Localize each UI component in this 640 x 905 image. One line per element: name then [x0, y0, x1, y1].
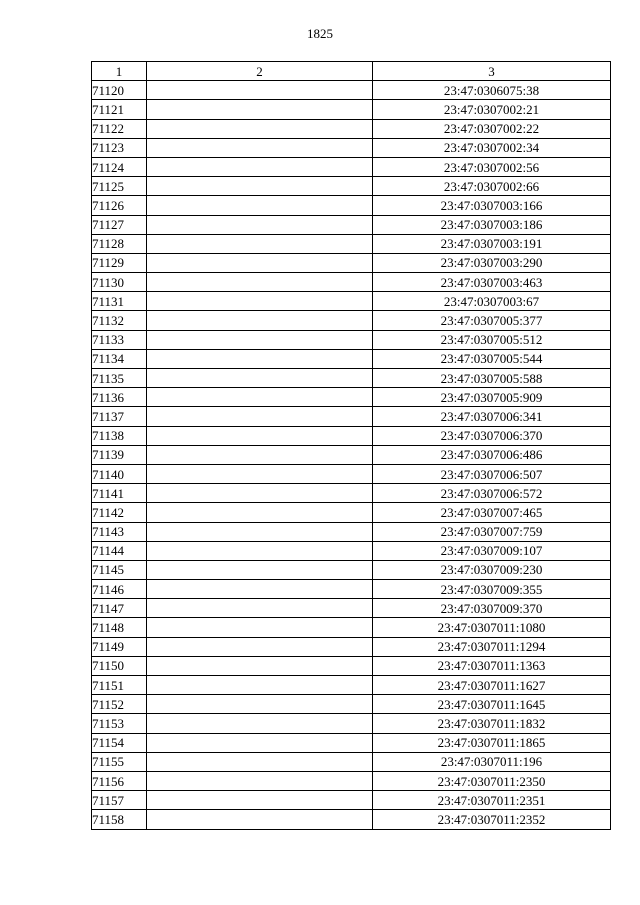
row-number-cell: 71147	[92, 599, 147, 618]
cadastral-number-cell: 23:47:0307002:22	[373, 119, 611, 138]
cadastral-number-cell: 23:47:0307006:486	[373, 445, 611, 464]
table-row	[92, 733, 611, 752]
table-row	[92, 560, 611, 579]
table-row	[92, 253, 611, 272]
row-number-cell: 71155	[92, 752, 147, 771]
row-number-cell: 71121	[92, 100, 147, 119]
cadastral-number-cell: 23:47:0307006:507	[373, 464, 611, 483]
column-2-cell	[147, 177, 373, 196]
row-number-cell: 71132	[92, 311, 147, 330]
table-row	[92, 580, 611, 599]
row-number-cell: 71131	[92, 292, 147, 311]
cadastral-number-cell: 23:47:0307002:56	[373, 157, 611, 176]
table-row	[92, 695, 611, 714]
row-number-cell: 71152	[92, 695, 147, 714]
cadastral-number-cell: 23:47:0307011:1645	[373, 695, 611, 714]
row-number-cell: 71135	[92, 369, 147, 388]
cadastral-number-cell: 23:47:0307003:67	[373, 292, 611, 311]
table-row	[92, 637, 611, 656]
cadastral-number-cell: 23:47:0307011:1080	[373, 618, 611, 637]
row-number-cell: 71130	[92, 273, 147, 292]
row-number-cell: 71139	[92, 445, 147, 464]
data-table	[91, 61, 611, 830]
table-row	[92, 714, 611, 733]
cadastral-number-cell: 23:47:0307005:909	[373, 388, 611, 407]
row-number-cell: 71145	[92, 560, 147, 579]
row-number-cell: 71134	[92, 349, 147, 368]
column-2-cell	[147, 599, 373, 618]
row-number-cell: 71154	[92, 733, 147, 752]
cadastral-number-cell: 23:47:0307011:1627	[373, 676, 611, 695]
column-2-cell	[147, 273, 373, 292]
table-row	[92, 369, 611, 388]
cadastral-number-cell: 23:47:0307011:2350	[373, 771, 611, 790]
table-row	[92, 618, 611, 637]
table-row	[92, 177, 611, 196]
column-2-cell	[147, 484, 373, 503]
table-row	[92, 138, 611, 157]
row-number-cell: 71138	[92, 426, 147, 445]
row-number-cell: 71153	[92, 714, 147, 733]
column-2-cell	[147, 388, 373, 407]
column-2-cell	[147, 791, 373, 810]
column-header-2: 2	[147, 62, 373, 81]
column-2-cell	[147, 580, 373, 599]
cadastral-number-cell: 23:47:0307003:290	[373, 253, 611, 272]
table-row	[92, 215, 611, 234]
cadastral-number-cell: 23:47:0307011:1865	[373, 733, 611, 752]
table-row	[92, 349, 611, 368]
column-2-cell	[147, 464, 373, 483]
cadastral-number-cell: 23:47:0307003:166	[373, 196, 611, 215]
cadastral-number-cell: 23:47:0307011:2352	[373, 810, 611, 829]
header-row	[92, 62, 611, 81]
column-2-cell	[147, 330, 373, 349]
column-2-cell	[147, 100, 373, 119]
row-number-cell: 71142	[92, 503, 147, 522]
cadastral-number-cell: 23:47:0307009:230	[373, 560, 611, 579]
cadastral-number-cell: 23:47:0307011:1363	[373, 656, 611, 675]
column-2-cell	[147, 445, 373, 464]
table-row	[92, 196, 611, 215]
table-body	[92, 81, 611, 829]
cadastral-number-cell: 23:47:0307006:572	[373, 484, 611, 503]
cadastral-number-cell: 23:47:0307011:1294	[373, 637, 611, 656]
column-2-cell	[147, 560, 373, 579]
table-row	[92, 273, 611, 292]
row-number-cell: 71129	[92, 253, 147, 272]
cadastral-number-cell: 23:47:0307002:21	[373, 100, 611, 119]
row-number-cell: 71143	[92, 522, 147, 541]
column-2-cell	[147, 541, 373, 560]
cadastral-number-cell: 23:47:0307011:1832	[373, 714, 611, 733]
table-row	[92, 100, 611, 119]
table-row	[92, 292, 611, 311]
column-2-cell	[147, 196, 373, 215]
page-number: 1825	[307, 26, 333, 41]
row-number-cell: 71149	[92, 637, 147, 656]
row-number-cell: 71123	[92, 138, 147, 157]
cadastral-number-cell: 23:47:0307003:186	[373, 215, 611, 234]
cadastral-number-cell: 23:47:0307005:512	[373, 330, 611, 349]
cadastral-number-cell: 23:47:0307011:2351	[373, 791, 611, 810]
column-header-3: 3	[373, 62, 611, 81]
row-number-cell: 71137	[92, 407, 147, 426]
column-2-cell	[147, 695, 373, 714]
column-2-cell	[147, 637, 373, 656]
table-row	[92, 157, 611, 176]
table-row	[92, 599, 611, 618]
column-header-1: 1	[92, 62, 147, 81]
row-number-cell: 71140	[92, 464, 147, 483]
table-row	[92, 234, 611, 253]
row-number-cell: 71126	[92, 196, 147, 215]
row-number-cell: 71146	[92, 580, 147, 599]
row-number-cell: 71128	[92, 234, 147, 253]
cadastral-number-cell: 23:47:0307007:759	[373, 522, 611, 541]
cadastral-number-cell: 23:47:0307009:370	[373, 599, 611, 618]
row-number-cell: 71122	[92, 119, 147, 138]
table-row	[92, 407, 611, 426]
table-row	[92, 522, 611, 541]
column-2-cell	[147, 369, 373, 388]
cadastral-number-cell: 23:47:0307003:191	[373, 234, 611, 253]
column-2-cell	[147, 407, 373, 426]
row-number-cell: 71144	[92, 541, 147, 560]
row-number-cell: 71125	[92, 177, 147, 196]
column-2-cell	[147, 522, 373, 541]
column-2-cell	[147, 253, 373, 272]
table-row	[92, 426, 611, 445]
column-2-cell	[147, 618, 373, 637]
column-2-cell	[147, 234, 373, 253]
row-number-cell: 71151	[92, 676, 147, 695]
column-2-cell	[147, 733, 373, 752]
table-row	[92, 541, 611, 560]
table-row	[92, 484, 611, 503]
row-number-cell: 71120	[92, 81, 147, 100]
cadastral-number-cell: 23:47:0307002:66	[373, 177, 611, 196]
cadastral-number-cell: 23:47:0307005:544	[373, 349, 611, 368]
cadastral-number-cell: 23:47:0307005:377	[373, 311, 611, 330]
row-number-cell: 71158	[92, 810, 147, 829]
table-row	[92, 464, 611, 483]
cadastral-number-cell: 23:47:0307006:341	[373, 407, 611, 426]
column-2-cell	[147, 215, 373, 234]
row-number-cell: 71150	[92, 656, 147, 675]
row-number-cell: 71124	[92, 157, 147, 176]
table-row	[92, 791, 611, 810]
cadastral-number-cell: 23:47:0306075:38	[373, 81, 611, 100]
column-2-cell	[147, 157, 373, 176]
column-2-cell	[147, 810, 373, 829]
table-row	[92, 676, 611, 695]
table-row	[92, 445, 611, 464]
column-2-cell	[147, 503, 373, 522]
column-2-cell	[147, 676, 373, 695]
cadastral-number-cell: 23:47:0307006:370	[373, 426, 611, 445]
cadastral-number-cell: 23:47:0307005:588	[373, 369, 611, 388]
table-row	[92, 311, 611, 330]
column-2-cell	[147, 138, 373, 157]
row-number-cell: 71148	[92, 618, 147, 637]
table-row	[92, 656, 611, 675]
table-row	[92, 119, 611, 138]
column-2-cell	[147, 656, 373, 675]
cadastral-number-cell: 23:47:0307002:34	[373, 138, 611, 157]
row-number-cell: 71157	[92, 791, 147, 810]
column-2-cell	[147, 81, 373, 100]
row-number-cell: 71141	[92, 484, 147, 503]
row-number-cell: 71133	[92, 330, 147, 349]
column-2-cell	[147, 311, 373, 330]
table-row	[92, 503, 611, 522]
column-2-cell	[147, 752, 373, 771]
column-2-cell	[147, 119, 373, 138]
row-number-cell: 71156	[92, 771, 147, 790]
table-row	[92, 81, 611, 100]
table-row	[92, 752, 611, 771]
cadastral-number-cell: 23:47:0307011:196	[373, 752, 611, 771]
cadastral-number-cell: 23:47:0307007:465	[373, 503, 611, 522]
row-number-cell: 71127	[92, 215, 147, 234]
table-row	[92, 388, 611, 407]
cadastral-number-cell: 23:47:0307003:463	[373, 273, 611, 292]
table-row	[92, 771, 611, 790]
table-row	[92, 810, 611, 829]
column-2-cell	[147, 771, 373, 790]
column-2-cell	[147, 349, 373, 368]
column-2-cell	[147, 292, 373, 311]
column-2-cell	[147, 426, 373, 445]
row-number-cell: 71136	[92, 388, 147, 407]
column-2-cell	[147, 714, 373, 733]
cadastral-number-cell: 23:47:0307009:107	[373, 541, 611, 560]
cadastral-number-cell: 23:47:0307009:355	[373, 580, 611, 599]
table-row	[92, 330, 611, 349]
